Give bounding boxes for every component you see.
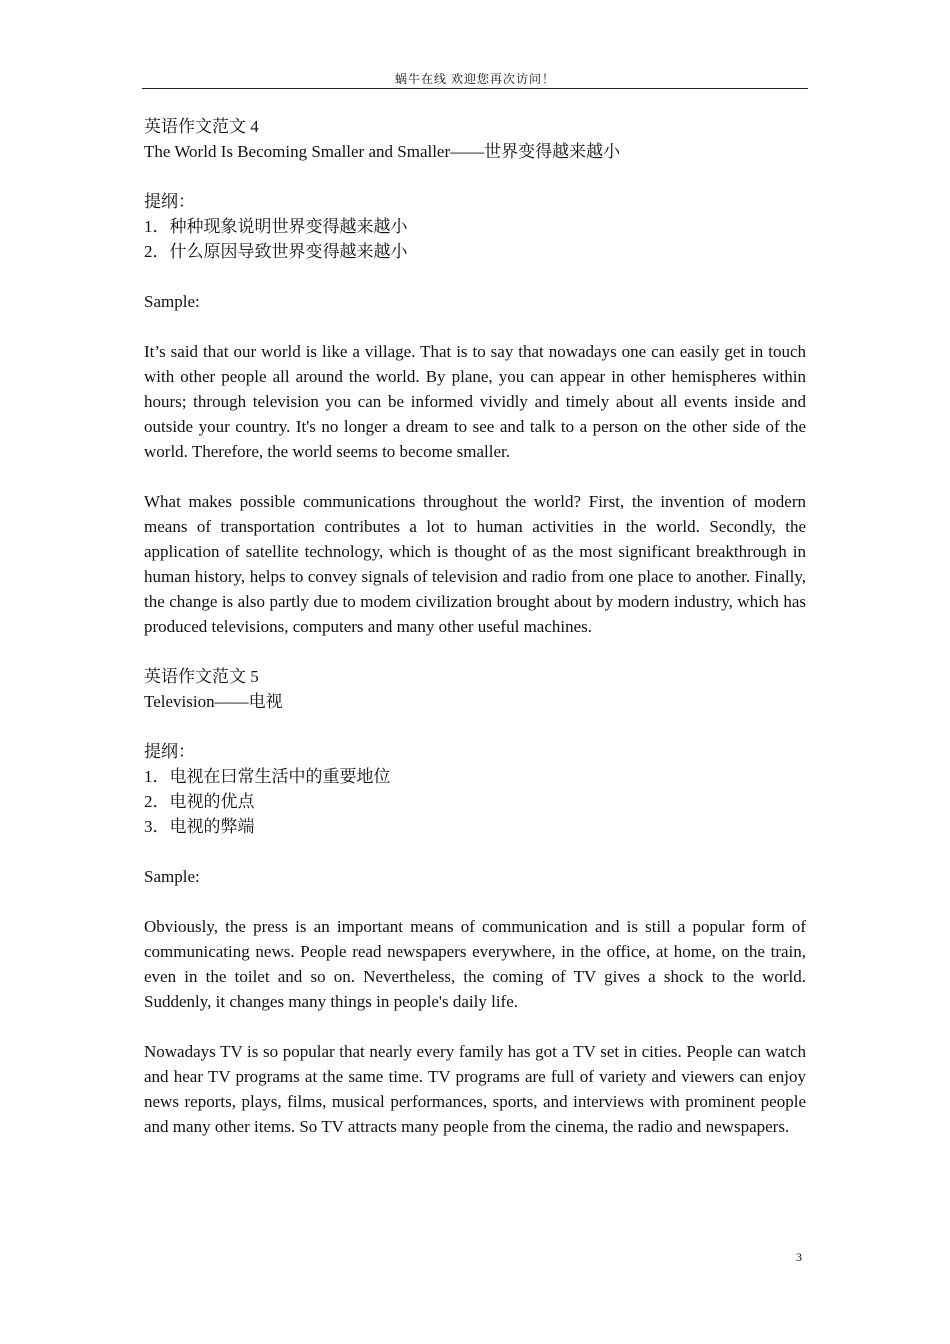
essay-5-outline-item-3: 3．电视的弊端 xyxy=(144,817,255,836)
essay-5 xyxy=(144,664,806,1139)
essay-4-outline-heading: 提纲： xyxy=(144,192,195,211)
page-number: 3 xyxy=(796,1250,802,1264)
essay-4-paragraph-1: It’s said that our world is like a village. That is to say that nowadays one can easily get in touch with other people all around the world. By plane, you can appear in other hemispheres within hours; through television you can be informed vividly and timely about all events inside and outside your country. It's no longer a dream to see and talk to a person on the other side of the world. Therefore, the world seems to become smaller. xyxy=(144,342,806,461)
essay-5-title: Television——电视 xyxy=(144,692,283,711)
document-body xyxy=(144,114,806,1139)
essay-5-outline-heading: 提纲： xyxy=(144,742,195,761)
essay-4-paragraph-2: What makes possible communications throughout the world? First, the invention of modern means of transportation contributes a lot to human activities in the world. Secondly, the application of satellite technology, which is thought of as the most significant breakthrough in human history, helps to convey signals of television and radio from one place to another. Finally, the change is also partly due to modem civilization brought about by modern industry, which has produced televisions, computers and many other useful machines. xyxy=(144,492,806,636)
essay-4-label: 英语作文范文 4 xyxy=(144,117,259,136)
page-header xyxy=(142,70,808,89)
essay-4-sample-label: Sample: xyxy=(144,292,200,311)
essay-4-outline-item-2: 2．什么原因导致世界变得越来越小 xyxy=(144,242,408,261)
essay-5-paragraph-2: Nowadays TV is so popular that nearly every family has got a TV set in cities. People can watch and hear TV programs at the same time. TV programs are full of variety and viewers can enjoy news reports, plays, films, musical performances, sports, and interviews with prominent people and many other items. So TV attracts many people from the cinema, the radio and newspapers. xyxy=(144,1042,806,1136)
essay-4-outline-item-1: 1．种种现象说明世界变得越来越小 xyxy=(144,217,408,236)
essay-5-outline-item-1: 1．电视在曰常生活中的重要地位 xyxy=(144,767,391,786)
essay-4 xyxy=(144,114,806,664)
essay-5-outline-item-2: 2．电视的优点 xyxy=(144,792,255,811)
essay-5-paragraph-1: Obviously, the press is an important means of communication and is still a popular form of communicating news. People read newspapers everywhere, in the office, at home, on the train, even in the toilet and so on. Nevertheless, the coming of TV gives a shock to the world. Suddenly, it changes many things in people's daily life. xyxy=(144,917,806,1011)
essay-5-label: 英语作文范文 5 xyxy=(144,667,259,686)
essay-4-title: The World Is Becoming Smaller and Smaller——世界变得越来越小 xyxy=(144,142,621,161)
header-text: 蜗牛在线 欢迎您再次访问！ xyxy=(394,72,555,86)
essay-5-sample-label: Sample: xyxy=(144,867,200,886)
